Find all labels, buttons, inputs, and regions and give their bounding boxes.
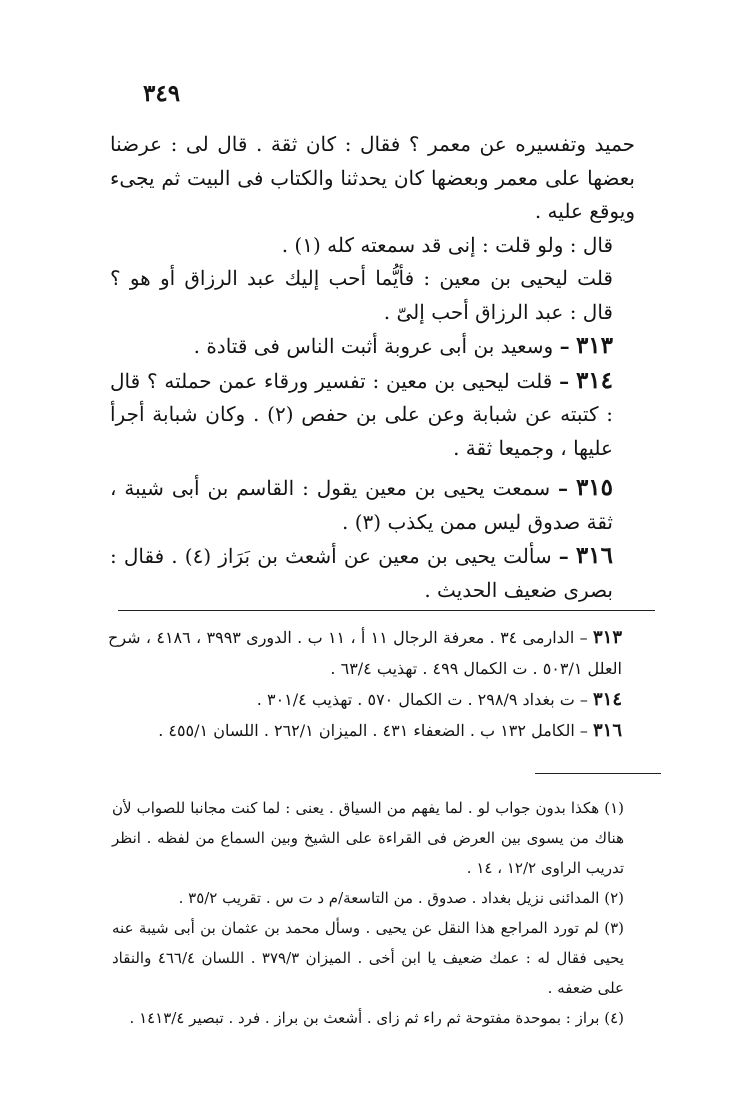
paragraph: قال : ولو قلت : إنى قد سمعته كله (١) .: [281, 232, 613, 257]
entry-number: ٣١٣: [575, 332, 613, 359]
entry-text: وسعيد بن أبى عروبة أثبت الناس فى قتادة .: [193, 334, 554, 358]
entry-313: [110, 329, 635, 364]
reference-number: ٣١٦: [592, 720, 622, 741]
entry-number: ٣١٤: [575, 366, 614, 394]
reference-dash: –: [579, 690, 588, 709]
reference-number: ٣١٣: [592, 627, 622, 648]
footnote: (٣) لم تورد المراجع هذا النقل عن يحيى . وسأل محمد بن عثمان بن أبى شيبة عنه يحيى فقال له : عمك ضعيف يا ابن أخى . الميزان ٣٧٩/٣ . اللسان ٤٦٦/٤ والنقاد على ضعفه .: [112, 919, 624, 997]
entry-314: [110, 364, 635, 466]
paragraph: قلت ليحيى بن معين : فأيُّما أحب إليك عبد الرزاق أو هو ؟ قال : عبد الرزاق أحب إلىّ .: [110, 266, 613, 324]
entry-number: ٣١٥: [575, 474, 614, 501]
entry-number: ٣١٦: [575, 542, 613, 569]
entry-text: سألت يحيى بن معين عن أشعث بن بَرَاز (٤) . فقال : بصرى ضعيف الحديث .: [110, 544, 613, 602]
footnotes: [112, 793, 634, 1033]
paragraph: حميد وتفسيره عن معمر ؟ فقال : كان ثقة . قال لى : عرضنا بعضها على معمر وبعضها كان يحدثنا والكتاب فى البيت ثم يجىء ويوقع عليه .: [110, 132, 635, 223]
entry-316: [110, 539, 635, 607]
reference-dash: –: [579, 721, 588, 740]
reference-313: [108, 622, 630, 684]
reference-314: [108, 684, 630, 715]
reference-number: ٣١٤: [592, 689, 622, 710]
entry-dash: –: [558, 544, 569, 568]
reference-text: ت بغداد ٢٩٨/٩ . ت الكمال ٥٧٠ . تهذيب ٣٠١/٤ .: [256, 690, 575, 709]
entry-dash: –: [559, 368, 570, 393]
page-number: ٣٤٩: [143, 80, 181, 107]
entry-dash: –: [559, 334, 570, 358]
references-divider: [118, 610, 655, 611]
reference-text: الكامل ١٣٢ ب . الضعفاء ٤٣١ . الميزان ٢٦٢/١ . اللسان ٤٥٥/١ .: [158, 721, 575, 740]
reference-dash: –: [579, 628, 588, 647]
footnote: (١) هكذا بدون جواب لو . لما يفهم من السياق . يعنى : لما كنت مجانبا للصواب لأن هناك من يسوى بين العرض فى القراءة على الشيخ وبين السماع من لفظه . انظر تدريب الراوى ١٢/٢ ، ١٤ .: [112, 799, 624, 877]
entry-315: [110, 471, 635, 539]
main-text: [110, 128, 635, 607]
reference-316: [108, 715, 630, 746]
entry-text: قلت ليحيى بن معين : تفسير ورقاء عمن حملته ؟ قال : كتبته عن شبابة وعن على بن حفص (٢) . وكان شبابة أجرأ عليها ، وجميعا ثقة .: [110, 368, 613, 460]
entry-text: سمعت يحيى بن معين يقول : القاسم بن أبى شيبة ، ثقة صدوق ليس ممن يكذب (٣) .: [110, 476, 613, 534]
footnote: (٢) المدائنى نزيل بغداد . صدوق . من التاسعة/م د ت س . تقريب ٣٥/٢ .: [178, 889, 624, 907]
footnote: (٤) براز : بموحدة مفتوحة ثم راء ثم زاى . أشعث بن براز . فرد . تبصير ١٤١٣/٤ .: [129, 1009, 624, 1027]
reference-text: الدارمى ٣٤ . معرفة الرجال ١١ أ ، ١١ ب . الدورى ٣٩٩٣ ، ٤١٨٦ ، شرح العلل ٥٠٣/١ . ت الكمال ٤٩٩ . تهذيب ٦٣/٤ .: [108, 628, 622, 678]
entry-dash: –: [558, 476, 569, 500]
footnotes-divider: [535, 773, 661, 774]
references: [108, 622, 630, 746]
